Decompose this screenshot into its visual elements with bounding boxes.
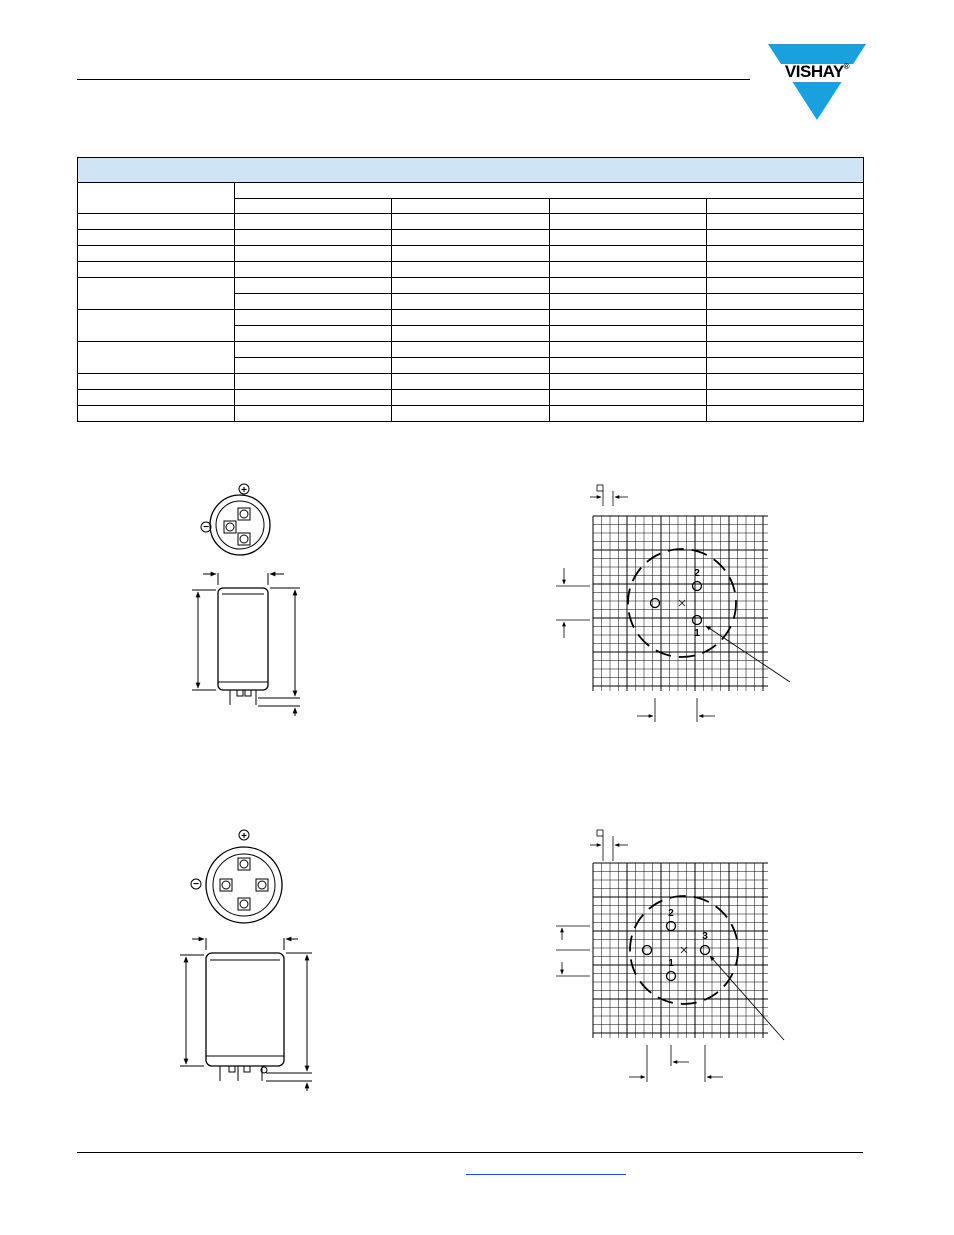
registered-mark: ® <box>843 62 850 71</box>
footer-link[interactable] <box>466 1160 626 1175</box>
fig1-top-view <box>201 484 270 555</box>
fig1-side-view <box>192 573 300 716</box>
fig2-pcb-layout <box>556 830 784 1082</box>
fig1-pin-2: 2 <box>694 568 700 579</box>
fig1-pin-1: 1 <box>694 628 700 639</box>
fig1-minus-label: − <box>203 522 209 533</box>
fig2-pin-3: 3 <box>702 931 708 942</box>
fig2-minus-label: − <box>193 879 199 890</box>
fig2-side-view <box>180 938 312 1091</box>
fig2-top-view <box>191 830 282 923</box>
fig2-pin-2: 2 <box>668 908 674 919</box>
fig1-pcb-layout <box>556 485 790 722</box>
footer-rule <box>77 1152 863 1153</box>
fig1-plus-label: + <box>241 485 247 496</box>
fig2-pin-1: 1 <box>668 958 674 969</box>
fig2-plus-label: + <box>241 831 247 842</box>
brand-name: VISHAY <box>784 62 844 81</box>
